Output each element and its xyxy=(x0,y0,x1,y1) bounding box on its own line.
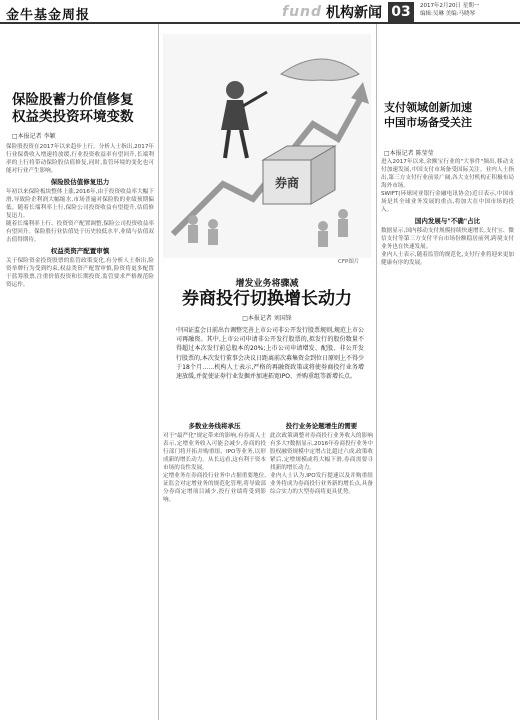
section-title: 机构新闻 xyxy=(326,5,383,21)
section-heading: 多数业务线将承压 xyxy=(188,422,241,430)
paragraph: 关于保险资金投资股票的监管政策变化,有分析人士指出,险资举牌行为受到约束,权益类资产配置审慎,险资将更多配置于蓝筹股票,注重价值投资和长期投资,监管要求严格规范险资运作。 xyxy=(6,258,154,288)
section-heading: 投行业务论题增生的需要 xyxy=(285,422,358,430)
left-article-body xyxy=(6,143,154,715)
paragraph: 业内人士表示,随着监管的规范化,支付行业将迎来更加健康有序的发展。 xyxy=(381,252,514,266)
paragraph: 对于"最严化"规定带来的影响,有券商人士表示,定增业务收入可能会减少,券商的投行部门将开拓并购重组、IPO等业务,以形成新的增长动力。从长远看,这有利于资本市场的良性发展。 xyxy=(163,433,266,471)
masthead xyxy=(0,0,520,24)
section-heading: 保险股估值修复迅力 xyxy=(50,178,110,186)
section-heading: 国内发展与"不确"占比 xyxy=(414,217,481,225)
right-article-body xyxy=(381,158,514,714)
broker-illustration xyxy=(163,34,371,258)
date-block xyxy=(420,2,479,18)
right-article-title xyxy=(384,100,512,130)
paragraph: 进入2017年以来,余额宝行业的"大事件"频出,移动支付加速发展,中国支付市场备受国际关注。业内人士指出,第三方支付行业前景广阔,各大支付机构正积极布局海外市场。 xyxy=(381,159,514,189)
page-number: 03 xyxy=(388,2,414,22)
date-line: 2017年2月20日 星期一 xyxy=(420,3,480,9)
hero-illustration xyxy=(163,34,371,258)
section-heading: 权益类资产配置审慎 xyxy=(50,247,110,255)
center-article-title: 券商投行切换增长动力 xyxy=(182,289,352,309)
paragraph: 业内人士认为,IPO发行提速以及并购重组业务将成为券商投行业务新的增长点,具备综合实力的大型券商将更具优势。 xyxy=(270,473,373,495)
paragraph: 随着长端利率上行、投资资产配置调整,保险公司投资收益率有望回升。保险股行业估值处于历史较低水平,业绩与估值双击值得期待。 xyxy=(6,221,154,243)
section-prefix: fund xyxy=(282,4,323,20)
left-title-line-2: 权益类投资环境变数 xyxy=(12,109,134,125)
right-article-byline: □本报记者 陈莹莹 xyxy=(384,150,434,157)
person-head xyxy=(226,81,244,99)
photo-credit: CFP图片 xyxy=(338,259,360,265)
center-article-subhead: 增发业务将骤减 xyxy=(235,279,299,289)
column-divider xyxy=(158,24,159,720)
paragraph: 定增业务在券商投行业务中占据重要地位,证监会对定增业务的规范化管理,将导致部分券商定增项目减少,投行业绩将受到影响。 xyxy=(163,473,266,503)
left-article-byline: □本报记者 李颖 xyxy=(12,133,56,140)
hero-label: 券商 xyxy=(274,176,300,190)
paragraph: 保险股投资在2017年以来趋步上行。分析人士指出,2017年行业保费收入增速将放缓,行业投资收益率有望回升,长端利率的上行将带动保险股估值修复,同时,监管环境的变化也可能对行业产生影响。 xyxy=(6,144,154,174)
column-divider xyxy=(376,24,377,720)
editor-line: 编辑:吴琳 美编:马晓琴 xyxy=(420,11,475,17)
center-article-col-2 xyxy=(270,419,373,715)
paper-name: 金牛基金周报 xyxy=(6,8,91,23)
center-article-lead: 中国证监会日前出台调整完善上市公司非公开发行股票规则,规范上市公司再融资。其中,上市公司申请非公开发行股票的,拟发行的股份数量不得超过本次发行前总股本的20%;上市公司申请增发、配股、非公开发行股票的,本次发行董事会决议日距离前次募集资金到位日原则上不得少于18个月……机构人士表示,严格的再融资政策或将使券商投行业务增速放缓,并促使证券行业发掘并加速拓宽IPO、并购重组等新增长点。 xyxy=(176,327,364,381)
right-title-line-2: 中国市场备受关注 xyxy=(384,116,472,129)
left-article-title xyxy=(12,92,152,126)
center-article-col-1 xyxy=(163,419,266,715)
paragraph: 年初以来保险板块整体上涨,2016年,由于投资收益率大幅下滑,导致险企利润大幅缩水,市场普遍对保险股的业绩预期偏低。随着长端利率上行,保险公司投资收益有望提升,估值修复迅力。 xyxy=(6,189,154,219)
paragraph: 此次政策调整对券商投行业务收入的影响有多大?数据显示,2016年券商投行业务中股权融资规模中定增占比超过六成,政策收紧后,定增规模或将大幅下滑,券商需要寻找新的增长动力。 xyxy=(270,433,373,471)
center-article-byline: □本报记者 刘国锋 xyxy=(242,315,292,322)
right-title-line-1: 支付领域创新加速 xyxy=(384,101,472,114)
left-title-line-1: 保险股蓄力价值修复 xyxy=(12,92,134,108)
paragraph: 数据显示,国内移动支付规模持续快速增长,支付宝、微信支付等第三方支付平台市场份额稳居前列,跨境支付业务也在快速发展。 xyxy=(381,228,514,250)
section-header xyxy=(282,2,382,22)
paragraph: SWIFT(环球同业银行金融电讯协会)近日表示,中国市场是其全球业务发展的重点,将加大在中国市场的投入。 xyxy=(381,191,514,213)
